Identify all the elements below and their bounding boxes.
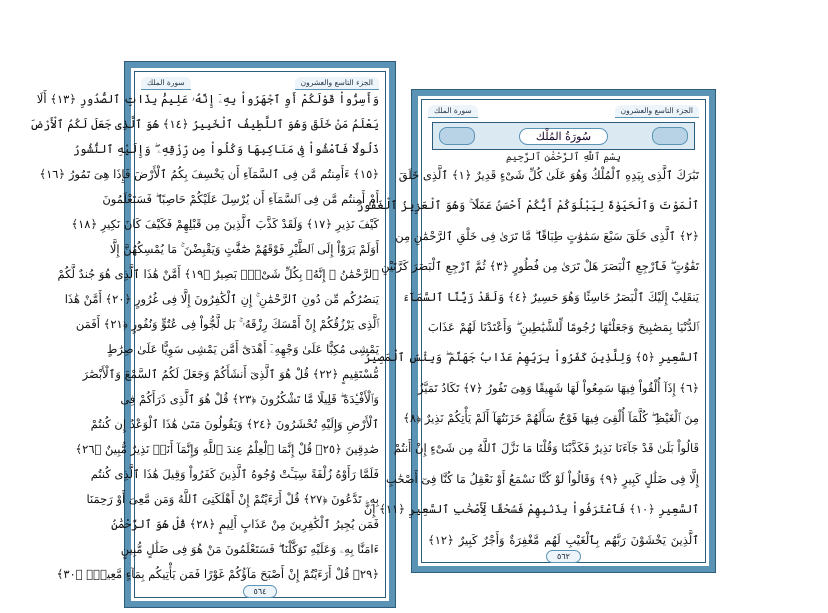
text-line: ذَلُولًا فَٱمْشُواْ فِى مَنَاكِبِهَا وَكُلُواْ مِن رِّزْقِهِۦ ۖ وَإِلَيْهِ ٱلنُّشُورُ — [72, 142, 379, 157]
text-line: مُّسْتَقِيمٍ ﴿٢٢﴾ قُلْ هُوَ ٱلَّذِىٓ أَنشَأَكُمْ وَجَعَلَ لَكُمُ ٱلسَّمْعَ وَٱلْأَبْصَٰرَ — [82, 367, 379, 382]
text-line: إِلَّا فِى ضَلَٰلٍ كَبِيرٍ ﴿٩﴾ وَقَالُواْ لَوْ كُنَّا نَسْمَعُ أَوْ نَعْقِلُ مَا كُنَّا فِىٓ أَصْحَٰبِ — [386, 471, 699, 486]
text-line: يَمْشِى مُكِبًّا عَلَىٰ وَجْهِهِۦٓ أَهْدَىٰٓ أَمَّن يَمْشِى سَوِيًّا عَلَىٰ صِرَٰطٍ — [106, 342, 379, 357]
text-line: ٱلْأَرْضِ وَإِلَيْهِ تُحْشَرُونَ ﴿٢٤﴾ وَيَقُولُونَ مَتَىٰ هَٰذَا ٱلْوَعْدُ إِن كُنتُمْ — [90, 417, 379, 432]
surah-title: سُورَةُ المُلْك — [519, 128, 608, 145]
right-text-area — [356, 168, 699, 547]
text-line: ٱلدُّنْيَا بِمَصَٰبِيحَ وَجَعَلْنَٰهَا رُجُومًا لِّلشَّيَٰطِينِ ۖ وَأَعْتَدْنَا لَهُمْ عَذَابَ — [428, 319, 699, 334]
text-line: ﴿٢٩﴾ قُلْ أَرَءَيْتُمْ إِنْ أَصْبَحَ مَآؤُكُمْ غَوْرًا فَمَن يَأْتِيكُم بِمَآءٍ مَّعِينٍۭ ﴿٣٠﴾ — [56, 567, 379, 582]
banner-ornament-right — [652, 127, 688, 145]
text-line: ٱلَّذِينَ يَخْشَوْنَ رَبَّهُم بِٱلْغَيْبِ لَهُم مَّغْفِرَةٌ وَأَجْرٌ كَبِيرٌ ﴿١٢﴾ — [428, 532, 699, 547]
text-line: ٱلسَّعِيرِ ﴿١٠﴾ فَٱعْتَرَفُواْ بِذَنۢبِهِمْ فَسُحْقًا لِّأَصْحَٰبِ ٱلسَّعِيرِ ﴿١١﴾ إِنَّ — [363, 502, 699, 517]
right-juz-label: الجزء التاسع والعشرون — [615, 105, 699, 118]
text-line: تَفَٰوُتٍ ۖ فَٱرْجِعِ ٱلْبَصَرَ هَلْ تَرَىٰ مِن فُطُورٍ ﴿٣﴾ ثُمَّ ٱرْجِعِ ٱلْبَصَرَ كَرَّتَيْنِ — [381, 259, 699, 274]
text-line: ﴿٦﴾ إِذَآ أُلْقُواْ فِيهَا سَمِعُواْ لَهَا شَهِيقًا وَهِىَ تَفُورُ ﴿٧﴾ تَكَادُ تَمَيَّزُ — [417, 380, 699, 395]
text-line: أَوَلَمْ يَرَوْاْ إِلَى ٱلطَّيْرِ فَوْقَهُمْ صَٰٓفَّٰتٍ وَيَقْبِضْنَ ۚ مَا يُمْسِكُهُنَّ إِلَّا — [109, 242, 379, 257]
text-line: ﴿٢﴾ ٱلَّذِى خَلَقَ سَبْعَ سَمَٰوَٰتٍ طِبَاقًا ۖ مَّا تَرَىٰ فِى خَلْقِ ٱلرَّحْمَٰنِ مِن — [395, 228, 699, 243]
text-line: ٱلَّذِى يَرْزُقُكُمْ إِنْ أَمْسَكَ رِزْقَهُۥ ۚ بَل لَّجُّواْ فِى عُتُوٍّ وَنُفُورٍ ﴿٢١﴾ أَفَمَن — [75, 317, 379, 332]
text-line: يَنقَلِبْ إِلَيْكَ ٱلْبَصَرُ خَاسِئًا وَهُوَ حَسِيرٌ ﴿٤﴾ وَلَقَدْ زَيَّنَّا ٱلسَّمَآءَ — [402, 289, 699, 304]
left-page-header — [141, 76, 379, 90]
right-page-number: ٥٦٢ — [546, 550, 581, 563]
text-line: وَأَسِرُّواْ قَوْلَكُمْ أَوِ ٱجْهَرُواْ بِهِۦٓ إِنَّهُۥ عَلِيمُۢ بِذَاتِ ٱلصُّدُورِ ﴿١٣﴾ أَلَا — [36, 92, 379, 106]
text-line: ﴿١٥﴾ ءَأَمِنتُم مَّن فِى ٱلسَّمَآءِ أَن يَخْسِفَ بِكُمُ ٱلْأَرْضَ فَإِذَا هِىَ تَمُورُ ﴿١٦﴾ — [39, 167, 379, 182]
text-line: ٱلرَّحْمَٰنُ ۚ إِنَّهُۥ بِكُلِّ شَىْءٍۭ بَصِيرٌ ﴿١٩﴾ أَمَّنْ هَٰذَا ٱلَّذِى هُوَ جُندٌ لَّكُمْ — [57, 267, 379, 282]
surah-title-banner — [432, 122, 695, 150]
text-line: أَمْ أَمِنتُم مَّن فِى ٱلسَّمَآءِ أَن يُرْسِلَ عَلَيْكُمْ حَاصِبًا ۖ فَسَتَعْلَمُونَ — [102, 192, 379, 207]
left-juz-label: الجزء التاسع والعشرون — [295, 77, 379, 90]
right-page-header — [428, 104, 699, 118]
left-page-number: ٥٦٤ — [243, 585, 278, 598]
text-line: قَالُواْ بَلَىٰ قَدْ جَآءَنَا نَذِيرٌ فَكَذَّبْنَا وَقُلْنَا مَا نَزَّلَ ٱللَّهُ مِن شَىْءٍ إِنْ أَنتُمْ — [393, 441, 699, 456]
text-line: مِنَ ٱلْغَيْظِ ۖ كُلَّمَآ أُلْقِىَ فِيهَا فَوْجٌ سَأَلَهُمْ خَزَنَتُهَآ أَلَمْ يَأْتِكُمْ نَذِيرٌ ﴿٨﴾ — [403, 411, 699, 425]
text-line: ٱلْمَوْتَ وَٱلْحَيَوٰةَ لِيَبْلُوَكُمْ أَيُّكُمْ أَحْسَنُ عَمَلًا ۚ وَهُوَ ٱلْعَزِيزُ ٱلْغَفُورُ — [356, 198, 699, 213]
left-surah-label: سورة الملك — [141, 77, 191, 90]
text-line: يَنصُرُكُم مِّن دُونِ ٱلرَّحْمَٰنِ ۚ إِنِ ٱلْكَٰفِرُونَ إِلَّا فِى غُرُورٍ ﴿٢٠﴾ أَمَّنْ هَٰذَا — [64, 292, 379, 307]
text-line: ٱلسَّعِيرِ ﴿٥﴾ وَلِلَّذِينَ كَفَرُواْ بِرَبِّهِمْ عَذَابُ جَهَنَّمَ ۖ وَبِئْسَ ٱلْمَصِيرُ — [364, 350, 699, 365]
text-line: بِهِۦ تَدَّعُونَ ﴿٢٧﴾ قُلْ أَرَءَيْتُمْ إِنْ أَهْلَكَنِىَ ٱللَّهُ وَمَن مَّعِىَ أَوْ رَحِمَنَا — [86, 492, 379, 507]
basmala: بِسْمِ ٱللَّهِ ٱلرَّحْمَٰنِ ٱلرَّحِيمِ — [505, 152, 621, 163]
text-line: فَلَمَّا رَأَوْهُ زُلْفَةً سِيٓـَٔتْ وُجُوهُ ٱلَّذِينَ كَفَرُواْ وَقِيلَ هَٰذَا ٱلَّذِى كُنتُم — [90, 467, 379, 482]
left-text-area — [29, 92, 379, 582]
right-surah-label: سورة الملك — [428, 105, 478, 118]
text-line: صَٰدِقِينَ ﴿٢٥﴾ قُلْ إِنَّمَا ٱلْعِلْمُ عِندَ ٱللَّهِ وَإِنَّمَآ أَنَا۠ نَذِيرٌ مُّبِينٌ ﴿٢٦﴾ — [75, 442, 379, 457]
text-line: ءَامَنَّا بِهِۦ وَعَلَيْهِ تَوَكَّلْنَا ۖ فَسَتَعْلَمُونَ مَنْ هُوَ فِى ضَلَٰلٍ مُّبِينٍ — [120, 542, 379, 557]
text-line: تَبَٰرَكَ ٱلَّذِى بِيَدِهِ ٱلْمُلْكُ وَهُوَ عَلَىٰ كُلِّ شَىْءٍ قَدِيرٌ ﴿١﴾ ٱلَّذِى خَلَقَ — [398, 168, 699, 182]
left-page — [29, 62, 395, 607]
text-line: يَعْلَمُ مَنْ خَلَقَ وَهُوَ ٱللَّطِيفُ ٱلْخَبِيرُ ﴿١٤﴾ هُوَ ٱلَّذِى جَعَلَ لَكُمُ ٱلْأَرْضَ — [29, 117, 379, 132]
text-line: وَٱلْأَفْـِٔدَةَ ۖ قَلِيلًا مَّا تَشْكُرُونَ ﴿٢٣﴾ قُلْ هُوَ ٱلَّذِى ذَرَأَكُمْ فِى — [120, 392, 379, 407]
text-line: فَمَن يُجِيرُ ٱلْكَٰفِرِينَ مِنْ عَذَابٍ أَلِيمٍ ﴿٢٨﴾ قُلْ هُوَ ٱلرَّحْمَٰنُ — [111, 517, 379, 532]
banner-ornament-left — [439, 127, 475, 145]
text-line: كَيْفَ نَذِيرِ ﴿١٧﴾ وَلَقَدْ كَذَّبَ ٱلَّذِينَ مِن قَبْلِهِمْ فَكَيْفَ كَانَ نَكِيرِ ﴿١٨﴾ — [71, 217, 379, 232]
right-page — [356, 90, 715, 572]
